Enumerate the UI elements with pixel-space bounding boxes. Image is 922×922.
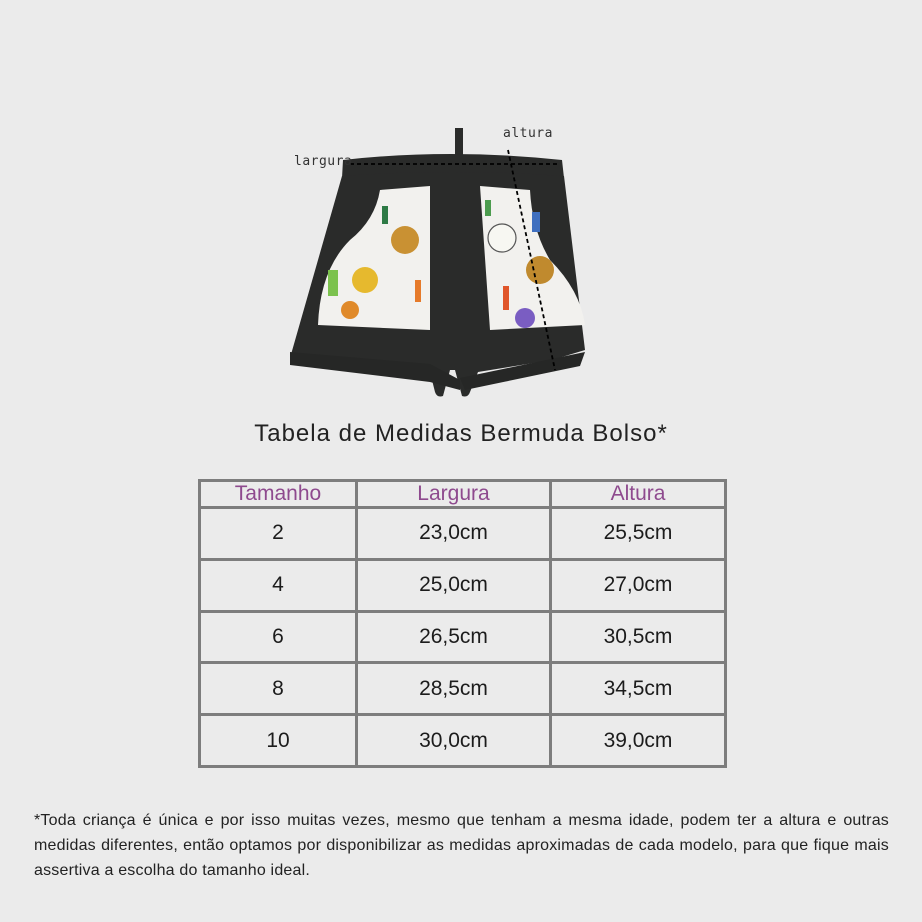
width-label: largura (294, 154, 353, 169)
table-row (200, 559, 726, 611)
drawstring (455, 128, 463, 158)
table-row (200, 508, 726, 560)
cell-height: 34,5cm (551, 663, 726, 715)
footnote: *Toda criança é única e por isso muitas vezes, mesmo que tenham a mesma idade, podem ter a altura e outras medidas diferentes, então optamos por disponibilizar as medidas aproximadas de cada modelo, para que fique mais assertiva a escolha do tamanho ideal. (34, 812, 889, 879)
cell-size: 6 (200, 611, 357, 663)
cell-height: 39,0cm (551, 715, 726, 767)
table-header-row (200, 481, 726, 508)
size-table (198, 479, 727, 768)
page-title: Tabela de Medidas Bermuda Bolso* (254, 420, 668, 447)
cell-width: 26,5cm (357, 611, 551, 663)
header-size: Tamanho (200, 481, 357, 508)
cell-width: 23,0cm (357, 508, 551, 560)
cell-width: 30,0cm (357, 715, 551, 767)
cell-height: 25,5cm (551, 508, 726, 560)
cell-height: 30,5cm (551, 611, 726, 663)
table-row (200, 715, 726, 767)
cell-size: 4 (200, 559, 357, 611)
height-label: altura (503, 126, 553, 141)
header-width: Largura (357, 481, 551, 508)
table-row (200, 663, 726, 715)
cell-size: 10 (200, 715, 357, 767)
cell-width: 28,5cm (357, 663, 551, 715)
cell-height: 27,0cm (551, 559, 726, 611)
cell-width: 25,0cm (357, 559, 551, 611)
table-row (200, 611, 726, 663)
cell-size: 8 (200, 663, 357, 715)
header-height: Altura (551, 481, 726, 508)
cell-size: 2 (200, 508, 357, 560)
